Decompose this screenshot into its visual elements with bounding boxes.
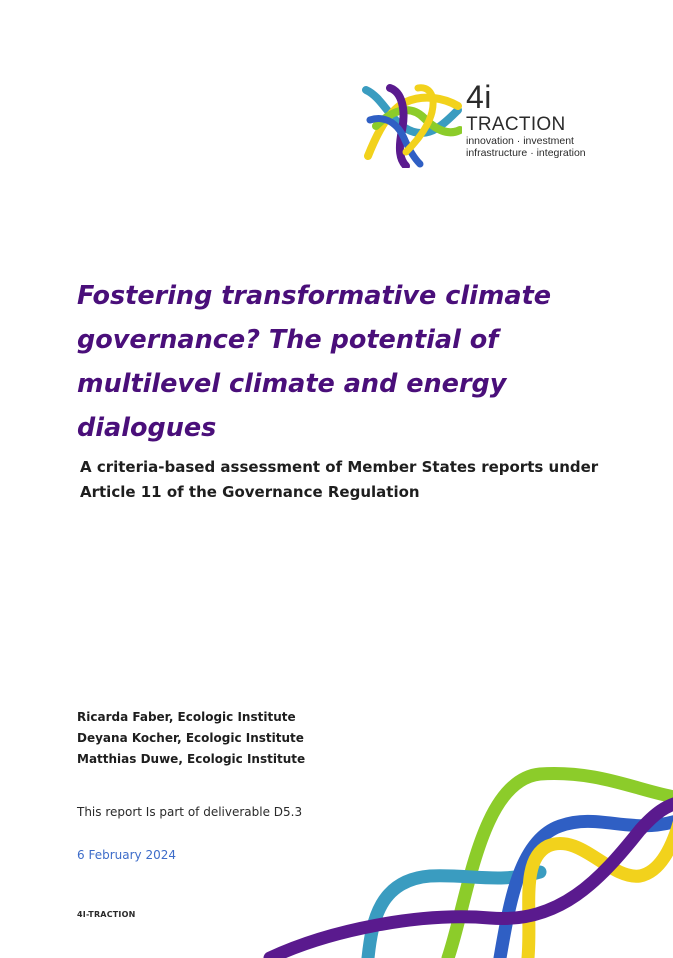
report-date: 6 February 2024 bbox=[77, 848, 176, 862]
footer-brand: 4I-TRACTION bbox=[77, 910, 136, 919]
author-item: Ricarda Faber, Ecologic Institute bbox=[77, 710, 296, 724]
logo-name: 4i bbox=[466, 79, 492, 115]
logo-tagline-2: infrastructure · integration bbox=[466, 147, 586, 159]
wave-blue bbox=[500, 820, 673, 958]
traction-logo-icon bbox=[362, 80, 462, 168]
author-item: Matthias Duwe, Ecologic Institute bbox=[77, 752, 306, 766]
author-list bbox=[77, 707, 305, 770]
wave-yellow bbox=[528, 820, 673, 958]
deliverable-note: This report Is part of deliverable D5.3 bbox=[77, 805, 303, 819]
wave-teal bbox=[368, 872, 540, 958]
author-item: Deyana Kocher, Ecologic Institute bbox=[77, 731, 304, 745]
wave-green bbox=[448, 774, 673, 958]
report-title: Fostering transformative climate governance? The potential of multilevel climate and energy dialogues bbox=[77, 281, 552, 443]
wave-purple bbox=[270, 802, 673, 958]
logo-wordmark bbox=[466, 79, 586, 159]
report-subtitle: A criteria-based assessment of Member States reports under Article 11 of the Governance Regulation bbox=[80, 458, 599, 501]
logo-tagline-1: innovation · investment bbox=[466, 135, 574, 147]
logo-traction: TRACTION bbox=[466, 114, 566, 135]
